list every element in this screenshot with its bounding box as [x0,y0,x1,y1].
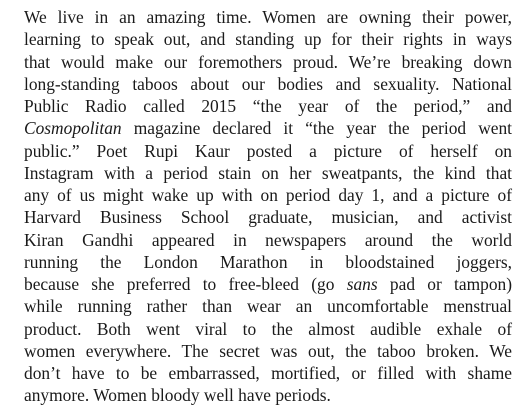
text-run: magazine declared it “the year the period went [121,118,512,139]
text-run: Public Radio called 2015 “the year of the period,” and [24,96,512,116]
paragraph-line [24,6,512,28]
text-run: long-standing taboos about our bodies and sexuality. National [24,73,512,94]
italic-text: sans [346,274,378,294]
paragraph-line [24,318,512,340]
text-run: any of us might wake up with on period day 1, and a picture of [24,185,512,205]
text-run: Instagram with a period stain on her sweatpants, the kind that [24,162,512,183]
text-run: Kiran Gandhi appeared in newspapers around the world [24,229,512,250]
paragraph-line [24,117,512,139]
paragraph-line [24,384,512,406]
paragraph-line [24,295,512,317]
paragraph-line [24,140,512,162]
text-run: because she preferred to free-bleed (go [24,274,347,294]
text-run: while running rather than wear an uncomfortable menstrual [24,296,512,317]
document-page [24,6,512,407]
text-run: public.” Poet Rupi Kaur posted a picture of herself on [24,140,512,161]
text-run: pad or tampon) [377,274,513,294]
body-paragraph [24,6,512,407]
paragraph-line [24,51,512,73]
paragraph-line [24,251,512,273]
paragraph-line [24,362,512,384]
text-run: anymore. Women bloody well have periods. [24,385,331,406]
paragraph-line [24,184,512,206]
paragraph-line [24,340,512,362]
paragraph-line [24,73,512,95]
paragraph-line [24,229,512,251]
text-run: running the London Marathon in bloodstained joggers, [24,251,512,272]
paragraph-line [24,206,512,228]
paragraph-line [24,273,512,295]
text-run: We live in an amazing time. Women are owning their power, [24,7,512,27]
italic-text: Cosmopolitan [24,118,122,139]
text-run: product. Both went viral to the almost audible exhale of [24,318,512,339]
paragraph-line [24,162,512,184]
text-run: women everywhere. The secret was out, the taboo broken. We [24,340,512,361]
paragraph-line [24,28,512,50]
text-run: Harvard Business School graduate, musician, and activist [24,207,512,228]
text-run: that would make our foremothers proud. We’re breaking down [24,51,512,72]
text-run: don’t have to be embarrassed, mortified, or filled with shame [24,363,512,383]
text-run: learning to speak out, and standing up for their rights in ways [24,29,512,50]
paragraph-line [24,95,512,117]
